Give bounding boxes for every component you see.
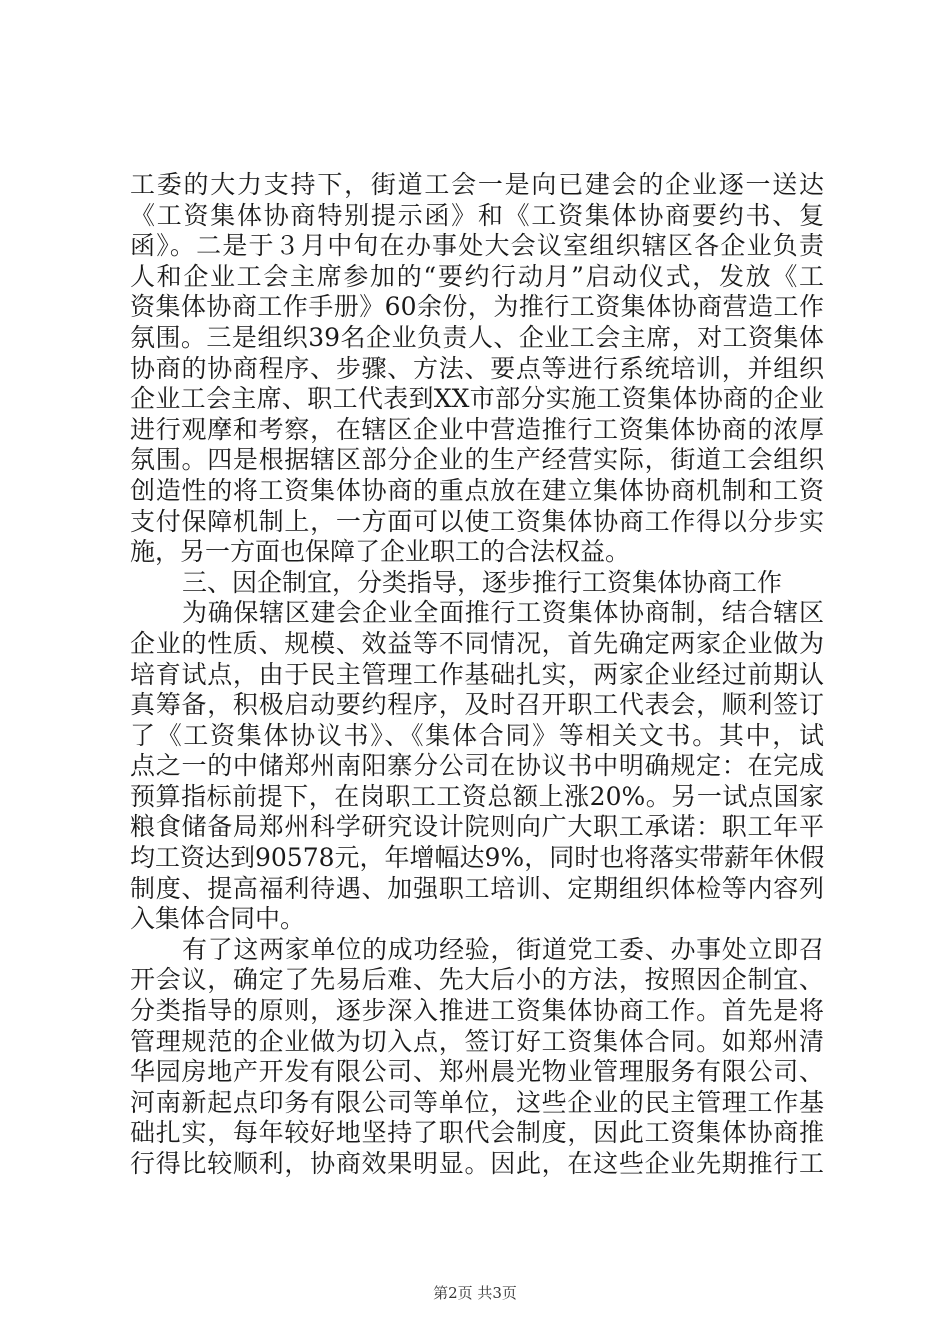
text-line: 华园房地产开发有限公司、郑州晨光物业管理服务有限公司、 bbox=[130, 1057, 824, 1087]
text-line: 均工资达到90578元，年增幅达9%，同时也将落实带薪年休假 bbox=[130, 843, 824, 873]
text-line: 工委的大力支持下，街道工会一是向已建会的企业逐一送达 bbox=[130, 170, 824, 199]
text-line: 粮食储备局郑州科学研究设计院则向广大职工承诺：职工年平 bbox=[130, 812, 824, 842]
text-line: 为确保辖区建会企业全面推行工资集体协商制，结合辖区 bbox=[182, 598, 824, 628]
text-line: 函》。二是于３月中旬在办事处大会议室组织辖区各企业负责 bbox=[130, 231, 824, 261]
text-line: 施，另一方面也保障了企业职工的合法权益。 bbox=[130, 537, 631, 567]
text-line: 创造性的将工资集体协商的重点放在建立集体协商机制和工资 bbox=[130, 475, 824, 505]
text-line: 预算指标前提下，在岗职工工资总额上涨20%。另一试点国家 bbox=[130, 781, 824, 811]
text-line: 点之一的中储郑州南阳寨分公司在协议书中明确规定：在完成 bbox=[130, 751, 824, 781]
text-line: 资集体协商工作手册》60余份，为推行工资集体协商营造工作 bbox=[130, 292, 824, 322]
text-line: 协商的协商程序、步骤、方法、要点等进行系统培训，并组织 bbox=[130, 353, 824, 383]
text-line: 《工资集体协商特别提示函》和《工资集体协商要约书、复 bbox=[130, 200, 824, 230]
text-line: 入集体合同中。 bbox=[130, 904, 306, 934]
text-line: 础扎实，每年较好地坚持了职代会制度，因此工资集体协商推 bbox=[130, 1118, 824, 1148]
text-line: 氛围。三是组织39名企业负责人、企业工会主席，对工资集体 bbox=[130, 322, 824, 352]
section-heading: 三、因企制宜，分类指导，逐步推行工资集体协商工作 bbox=[182, 567, 783, 597]
text-line: 行得比较顺利，协商效果明显。因此，在这些企业先期推行工 bbox=[130, 1149, 824, 1178]
text-line: 制度、提高福利待遇、加强职工培训、定期组织体检等内容列 bbox=[130, 873, 824, 903]
text-line: 开会议，确定了先易后难、先大后小的方法，按照因企制宜、 bbox=[130, 965, 824, 995]
text-line: 管理规范的企业做为切入点，签订好工资集体合同。如郑州清 bbox=[130, 1026, 824, 1056]
text-line: 了《工资集体协议书》、《集体合同》等相关文书。其中，试 bbox=[130, 720, 824, 750]
text-line: 氛围。四是根据辖区部分企业的生产经营实际，街道工会组织 bbox=[130, 445, 824, 475]
text-line: 进行观摩和考察，在辖区企业中营造推行工资集体协商的浓厚 bbox=[130, 414, 824, 444]
text-line: 河南新起点印务有限公司等单位，这些企业的民主管理工作基 bbox=[130, 1087, 824, 1117]
text-line: 企业的性质、规模、效益等不同情况，首先确定两家企业做为 bbox=[130, 628, 824, 658]
text-line: 企业工会主席、职工代表到XX市部分实施工资集体协商的企业 bbox=[130, 384, 824, 414]
text-line: 人和企业工会主席参加的“要约行动月”启动仪式，发放《工 bbox=[130, 261, 824, 291]
page-number-footer: 第2页 共3页 bbox=[433, 1284, 517, 1302]
text-line: 培育试点，由于民主管理工作基础扎实，两家企业经过前期认 bbox=[130, 659, 824, 689]
text-line: 有了这两家单位的成功经验，街道党工委、办事处立即召 bbox=[182, 934, 824, 964]
document-body bbox=[130, 170, 824, 1180]
text-line: 真筹备，积极启动要约程序，及时召开职工代表会，顺利签订 bbox=[130, 690, 824, 720]
text-line: 支付保障机制上，一方面可以使工资集体协商工作得以分步实 bbox=[130, 506, 824, 536]
text-line: 分类指导的原则，逐步深入推进工资集体协商工作。首先是将 bbox=[130, 996, 824, 1026]
